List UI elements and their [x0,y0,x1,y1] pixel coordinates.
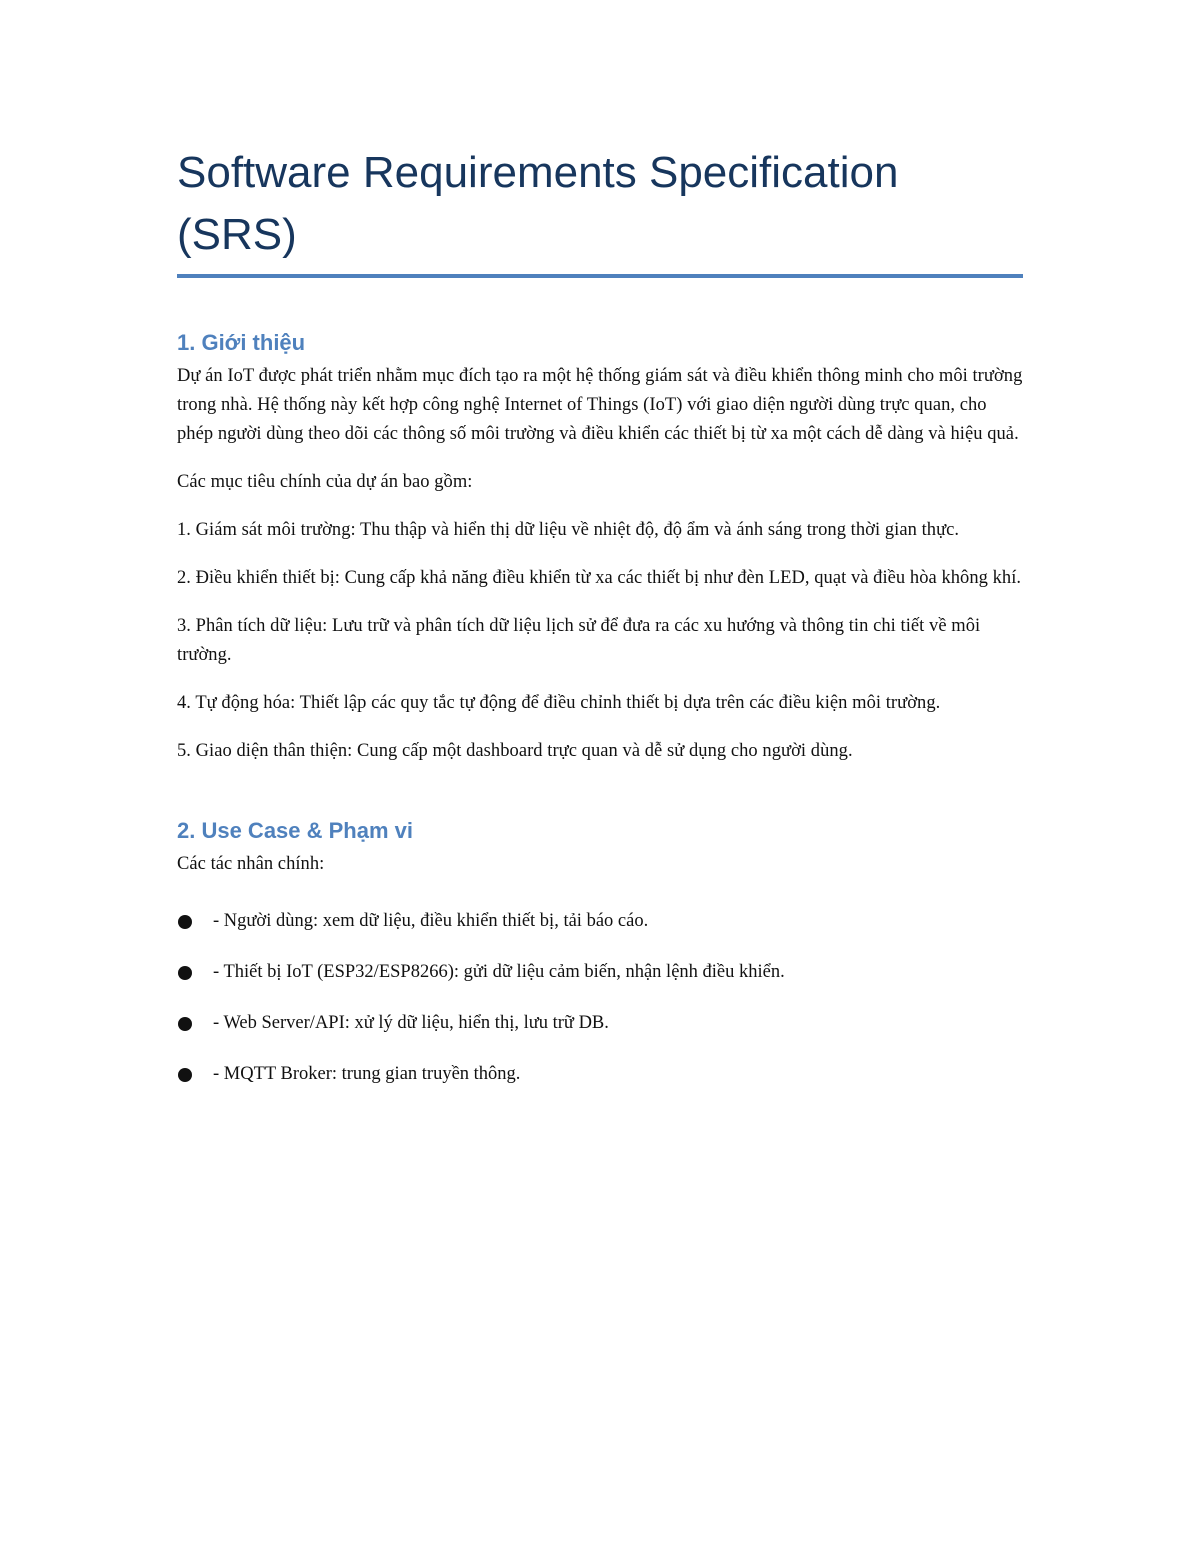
intro-paragraph: Dự án IoT được phát triển nhằm mục đích tạo ra một hệ thống giám sát và điều khiển thông minh cho môi trường trong nhà. Hệ thống này kết hợp công nghệ Internet of Things (IoT) với giao diện người dùng trực quan, cho phép người dùng theo dõi các thông số môi trường và điều khiển các thiết bị từ xa một cách dễ dàng và hiệu quả. [177,366,1023,444]
section-heading-intro: 1. Giới thiệu [177,330,306,355]
actors-list [177,907,1023,1089]
goal-item-3: 3. Phân tích dữ liệu: Lưu trữ và phân tích dữ liệu lịch sử để đưa ra các xu hướng và thông tin chi tiết về môi trường. [177,616,981,665]
list-item [177,1060,1023,1089]
title-line-1: Software Requirements Specification [177,148,899,197]
list-item [177,907,1023,936]
goal-item-2: 2. Điều khiển thiết bị: Cung cấp khả năng điều khiển từ xa các thiết bị như đèn LED, quạt và điều hòa không khí. [177,568,1022,588]
goals-lead: Các mục tiêu chính của dự án bao gồm: [177,472,473,492]
goal-item-1: 1. Giám sát môi trường: Thu thập và hiển thị dữ liệu về nhiệt độ, độ ẩm và ánh sáng trong thời gian thực. [177,520,960,540]
document-page [177,142,1023,1111]
section-heading-use-case: 2. Use Case & Phạm vi [177,818,414,843]
list-item [177,958,1023,987]
document-title [177,142,1023,266]
title-line-2: (SRS) [177,210,297,259]
actor-text: - Web Server/API: xử lý dữ liệu, hiển thị, lưu trữ DB. [213,1013,609,1033]
bullet-icon [178,1017,192,1031]
actor-text: - Người dùng: xem dữ liệu, điều khiển thiết bị, tải báo cáo. [213,911,649,931]
actor-text: - Thiết bị IoT (ESP32/ESP8266): gửi dữ liệu cảm biến, nhận lệnh điều khiển. [213,962,785,982]
actor-text: - MQTT Broker: trung gian truyền thông. [213,1064,521,1084]
goal-item-4: 4. Tự động hóa: Thiết lập các quy tắc tự động để điều chỉnh thiết bị dựa trên các điều kiện môi trường. [177,693,941,713]
list-item [177,1009,1023,1038]
actors-lead: Các tác nhân chính: [177,854,325,874]
bullet-icon [178,1068,192,1082]
bullet-icon [178,915,192,929]
title-underline [177,274,1023,278]
goal-item-5: 5. Giao diện thân thiện: Cung cấp một dashboard trực quan và dễ sử dụng cho người dùng. [177,741,853,761]
bullet-icon [178,966,192,980]
